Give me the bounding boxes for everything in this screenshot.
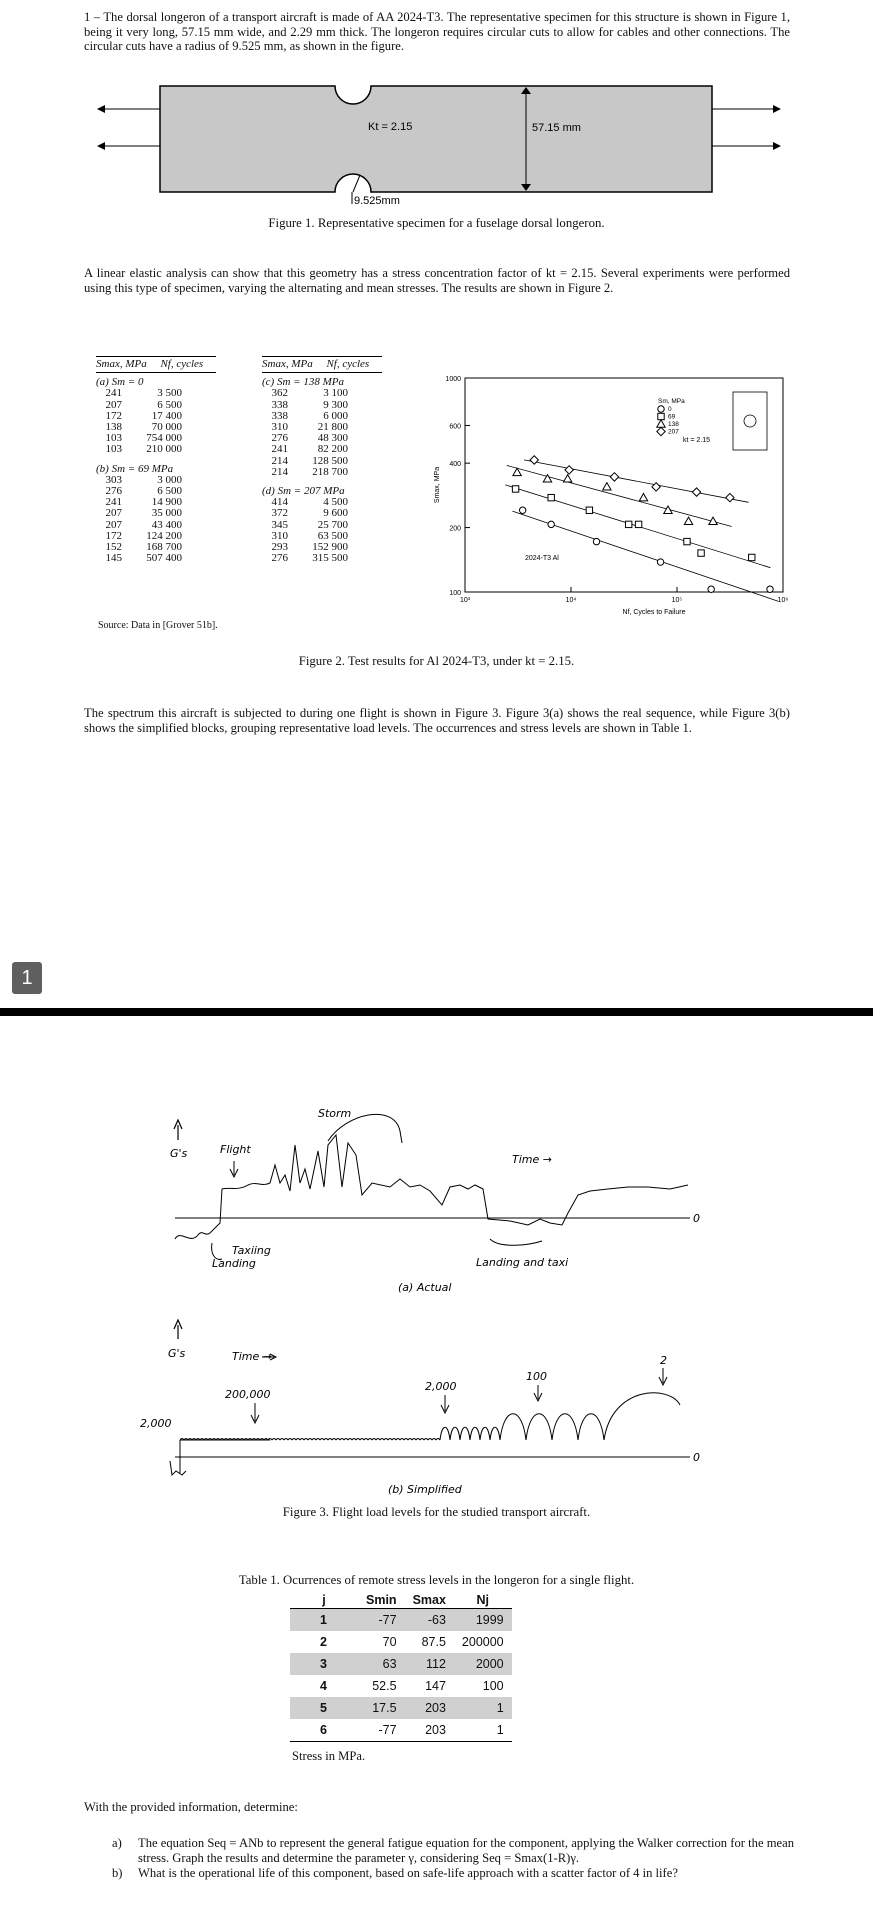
table-cell: 147	[425, 1679, 446, 1693]
table-header: Smax, MPa Nf, cycles	[96, 356, 216, 373]
data-point-circle	[657, 559, 663, 565]
actual-label: (a) Actual	[398, 1281, 452, 1294]
table-cell: 1	[454, 1697, 512, 1719]
data-point-diamond	[530, 456, 538, 464]
data-point-circle	[548, 521, 554, 527]
table-row	[290, 1653, 512, 1675]
table-row: 310 63 500	[271, 529, 348, 542]
table-row	[290, 1631, 512, 1653]
table-cell: 63	[358, 1653, 405, 1675]
table-cell: 1	[454, 1719, 512, 1742]
table-cell: 200000	[461, 1635, 504, 1649]
table-group-label: (a) Sm = 0	[96, 376, 144, 389]
width-label: 57.15 mm	[532, 122, 581, 134]
table-row	[290, 1719, 512, 1742]
question-a-text: The equation Seq = ANb to represent the general fatigue equation for the component, applying the Walker correction for the mean stress. Graph the results and determine the parameter γ, considering Seq = Smax(1-R)γ.	[138, 1836, 794, 1865]
kt-annotation: kt = 2.15	[683, 437, 711, 444]
zero-b-label: 0	[693, 1451, 700, 1464]
fit-line-207	[524, 460, 749, 502]
table-cell: 17.5	[358, 1697, 405, 1719]
figure-3-flight-loads	[140, 1105, 710, 1496]
table-unit-note: Stress in MPa.	[292, 1749, 366, 1763]
label-2000-right: 2,000	[425, 1380, 457, 1393]
table-row: 145 507 400	[105, 552, 182, 565]
column-header: Smax	[405, 1592, 454, 1609]
table-cell: -63	[405, 1609, 454, 1632]
data-point-circle	[767, 586, 773, 592]
data-point-triangle	[603, 483, 611, 490]
data-point-triangle	[639, 493, 647, 500]
table-cell: 1999	[454, 1609, 512, 1632]
data-point-square	[586, 507, 592, 513]
flight-label: Flight	[220, 1143, 251, 1156]
inset-hole	[744, 415, 756, 427]
data-point-square	[625, 521, 631, 527]
table-source: Source: Data in [Grover 51b].	[98, 620, 218, 631]
table-row: 241 3 500	[105, 387, 182, 400]
occurrence-table	[290, 1592, 512, 1742]
table-cell: 203	[405, 1719, 454, 1742]
table-cell: 6	[290, 1719, 358, 1742]
zero-a-label: 0	[693, 1212, 700, 1225]
chart-frame	[465, 378, 783, 592]
table-row: 172 17 400	[105, 409, 182, 422]
y-tick-label: 100	[449, 590, 461, 597]
table-row: 241 14 900	[105, 496, 182, 509]
simplified-label: (b) Simplified	[388, 1483, 462, 1496]
data-point-square	[512, 486, 518, 492]
figure-1-caption: Figure 1. Representative specimen for a fuselage dorsal longeron.	[268, 216, 605, 230]
table-row: 338 6 000	[271, 409, 348, 422]
table-row: 207 35 000	[105, 507, 182, 520]
fatigue-table-left	[96, 356, 216, 564]
data-point-circle	[708, 586, 714, 592]
table-header: Smax, MPa Nf, cycles	[262, 356, 382, 373]
question-b-text: What is the operational life of this component, based on safe-life approach with a scatter factor of 4 in life?	[138, 1866, 678, 1880]
y-tick-label: 1000	[445, 376, 461, 383]
question-a-label: a)	[112, 1836, 122, 1850]
paragraph-3: The spectrum this aircraft is subjected to during one flight is shown in Figure 3. Figure 3(a) shows the real sequence, while Figure 3(b) shows the simplified blocks, grouping representative load levels. The occurrences and stress levels are shown in Table 1.	[84, 706, 790, 735]
legend-label: 69	[668, 413, 676, 421]
gs-b-label: G's	[168, 1347, 186, 1360]
sn-chart	[425, 370, 795, 620]
table-group-label: (d) Sm = 207 MPa	[262, 485, 345, 498]
table-cell: -77	[358, 1719, 405, 1742]
fatigue-table-right	[262, 356, 382, 564]
table-row: 293 152 900	[271, 541, 348, 554]
table-row: 207 6 500	[105, 398, 182, 411]
table-row: 241 82 200	[271, 443, 348, 456]
data-point-diamond	[565, 466, 573, 474]
y-tick-label: 400	[449, 461, 461, 469]
table-row: 310 21 800	[271, 421, 348, 434]
question-b	[84, 1866, 794, 1881]
specimen-body	[160, 86, 712, 192]
table-row	[290, 1609, 512, 1632]
intro-paragraph: 1 – The dorsal longeron of a transport aircraft is made of AA 2024-T3. The representative specimen for this structure is shown in Figure 1, being it very long, 57.15 mm wide, and 2.29 mm thick. The longeron requires circular cuts to allow for cables and other connections. The circular cuts have a radius of 9.525 mm, as shown in the figure.	[84, 10, 790, 53]
time-a-label: Time →	[512, 1153, 552, 1166]
table-row: 103 210 000	[105, 443, 182, 456]
x-tick-label: 10⁶	[777, 597, 789, 604]
legend-title: Sm, MPa	[658, 398, 685, 405]
table-row: 276 48 300	[271, 432, 348, 445]
table-row: 276 6 500	[105, 485, 182, 498]
legend-marker	[658, 413, 664, 419]
legend-marker	[658, 406, 664, 412]
table-cell: 87.5	[421, 1635, 446, 1649]
data-point-circle	[519, 507, 525, 513]
table-cell: 203	[405, 1697, 454, 1719]
table-row	[290, 1675, 512, 1697]
table-row: 372 9 600	[271, 507, 348, 520]
material-annotation: 2024-T3 Al	[525, 555, 559, 562]
table-cell: -77	[358, 1609, 405, 1632]
table-cell: 4	[320, 1679, 327, 1693]
x-axis-label: Nf, Cycles to Failure	[622, 609, 686, 616]
table-row: 103 754 000	[105, 432, 182, 445]
table-row: 138 70 000	[105, 421, 182, 434]
table-row	[290, 1697, 512, 1719]
data-point-diamond	[692, 488, 700, 496]
table-row: 414 4 500	[271, 496, 348, 509]
page-divider	[0, 1008, 873, 1016]
table-row: 276 315 500	[271, 552, 348, 565]
legend-marker	[657, 427, 665, 435]
column-header: j	[290, 1592, 358, 1609]
table-cell: 2	[320, 1635, 327, 1649]
table-group-label: (c) Sm = 138 MPa	[262, 376, 344, 389]
question-a	[84, 1836, 794, 1865]
legend-marker	[657, 420, 665, 427]
table-row: 303 3 000	[105, 473, 182, 486]
label-2: 2	[660, 1354, 667, 1367]
legend-label: 207	[668, 428, 679, 436]
data-point-square	[548, 494, 554, 500]
page-number-badge: 1	[12, 962, 42, 994]
x-tick-label: 10³	[459, 597, 471, 604]
table-cell: 100	[482, 1679, 504, 1693]
y-tick-label: 600	[449, 423, 461, 431]
x-tick-label: 10⁵	[671, 597, 683, 604]
data-point-triangle	[684, 517, 692, 524]
questions-list	[84, 1836, 794, 1882]
table-row: 207 43 400	[105, 518, 182, 531]
legend-label: 138	[668, 421, 679, 428]
kt-label: Kt = 2.15	[368, 121, 413, 133]
data-point-square	[749, 554, 755, 560]
table-row: 345 25 700	[271, 518, 348, 531]
table-cell: 5	[290, 1697, 358, 1719]
question-b-label: b)	[112, 1866, 123, 1880]
label-100: 100	[526, 1370, 547, 1383]
taxiing-label: Taxiing	[232, 1244, 271, 1257]
figure-3-caption: Figure 3. Flight load levels for the studied transport aircraft.	[282, 1505, 591, 1519]
table-row: 214 128 500	[271, 454, 348, 467]
gs-a-label: G's	[170, 1147, 188, 1160]
table-cell: 1	[290, 1609, 358, 1632]
table-cell: 52.5	[372, 1679, 397, 1693]
data-point-diamond	[610, 473, 618, 481]
table-row: 338 9 300	[271, 398, 348, 411]
figure-2-caption: Figure 2. Test results for Al 2024-T3, under kt = 2.15.	[298, 654, 575, 668]
data-point-square	[698, 550, 704, 556]
landing-label: Landing	[212, 1257, 256, 1270]
table-row: 172 124 200	[105, 529, 182, 542]
landing-taxi-label: Landing and taxi	[476, 1256, 569, 1269]
radius-label: 9.525mm	[354, 195, 400, 207]
data-point-diamond	[726, 493, 734, 501]
y-axis-label: Smax, MPa	[434, 466, 441, 504]
column-header: Smin	[358, 1592, 405, 1609]
table-cell: 70	[382, 1635, 397, 1649]
time-b-label: Time →	[232, 1350, 272, 1363]
data-point-triangle	[563, 475, 571, 482]
data-point-square	[684, 538, 690, 544]
table-row: 152 168 700	[105, 541, 182, 554]
table-row: 362 3 100	[271, 387, 348, 400]
legend-label: 0	[668, 406, 672, 413]
data-point-square	[635, 521, 641, 527]
questions-intro: With the provided information, determine:	[84, 1800, 298, 1814]
table-cell: 3	[290, 1653, 358, 1675]
label-2000-left: 2,000	[140, 1417, 172, 1430]
column-header: Nj	[454, 1592, 512, 1609]
table-row: 214 218 700	[271, 465, 348, 478]
label-200000: 200,000	[225, 1388, 271, 1401]
y-tick-label: 200	[449, 525, 461, 533]
table-1-caption: Table 1. Ocurrences of remote stress levels in the longeron for a single flight.	[238, 1573, 635, 1587]
table-group-label: (b) Sm = 69 MPa	[96, 462, 174, 475]
data-point-circle	[593, 538, 599, 544]
x-tick-label: 10⁴	[565, 597, 577, 604]
table-cell: 2000	[454, 1653, 512, 1675]
paragraph-2: A linear elastic analysis can show that this geometry has a stress concentration factor of kt = 2.15. Several experiments were performed using this type of specimen, varying the alternating and mean stresses. The results are shown in Figure 2.	[84, 266, 790, 295]
figure-1-specimen	[90, 76, 790, 206]
table-cell: 112	[405, 1653, 454, 1675]
storm-label: Storm	[318, 1107, 352, 1120]
